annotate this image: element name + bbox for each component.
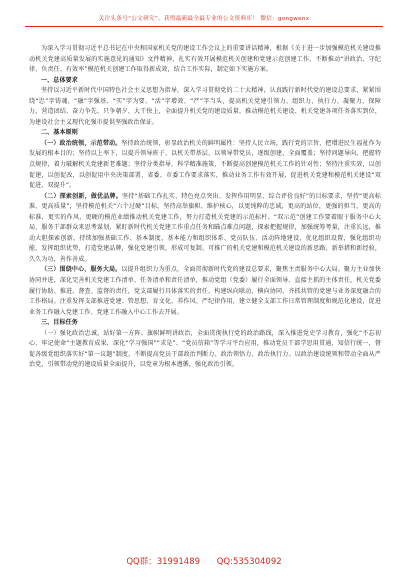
section-3-heading: 三、目标任务 (41, 319, 78, 327)
principle-3-lead: （三）围绕中心，服务大局。 (41, 266, 122, 274)
principle-2-text: 坚持“基础工作扎实、特色亮点突出、发挥作用明显、综合评价良好”的目标要求，坚持“更高标准、更高质量”，坚持模范机关“六个过硬”目标，坚持高举旗帜、维护核心，以更纯粹的忠诚，更高的站位，更强的担当，更高的标准，更实的作风，更硬的模范业绩推动机关党建工作，努力打造机关党建的示范标杆。“双示范”创建工作要着眼于服务中心大局、服务干部群众来思考谋划，紧盯新时代机关党建工作重点任务和瞄点难点问题，探索把握规律，加强统筹考量，注重长远，推动大胆探索创新，持续加强基础工作、基本制度、基本能力和组织体系、党员队伍、活动阵地建设，优化组织设置，强化组织功能，发挥组织优势，打造党建品牌，强化党建引领，形成可复制、可推广的机关党建和模范机关建设的新思路、新举措和新经验，久久为功，善作善成。 (29, 192, 381, 263)
section-1-paragraph: 坚持以习近平新时代中国特色社会主义思想为指导，深入学习贯彻党的二十大精神，认真践行新时代党的建设总要求，紧紧围绕“忠”字铸魂、“融”字强基、“实”字为要、“活”字增效、“严”字当头，提高机关党建引领力、组织力、执行力、凝聚力、保障力，营造团结、奋力争先、只争朝夕、大干快上，全面提升机关党的建设质量，推动模范机关建设、机关党建各项任务落实到位，为建设社会主义现代化强市提供坚强政治保证。 (29, 87, 381, 126)
qq-text: QQ:535304092 (216, 557, 282, 567)
principle-1-lead: （一）政治统领，示范带动。 (41, 139, 122, 147)
section-2-heading: 二、基本原则 (41, 129, 78, 137)
document-body (29, 44, 381, 549)
qq-group-text: QQ群：31991489 (126, 557, 201, 567)
header-rule (25, 26, 383, 27)
section-2-paragraph-3 (29, 265, 381, 318)
banner-text: 关注头条号“公文研究”，获得最新最全最专业的公文资料库！ 微信：gongwenx (98, 16, 310, 22)
principle-1-text: 坚持政治统领，彰显政治机关的鲜明属性：坚持人民立场，践行党的宗旨，把增进民生福祉作为发展的根本目的；坚持以上率下，以提升领导班子、以机关带基层，以领导带党员，逐级创建，全面覆盖；坚持问题导向，把握特点规律，着力破解机关党建新老难题；坚持分类指导，科学精准施策，不断提高创建模范机关工作的针对性；坚持注重实效，以创促建，以创促改，以创促用中央决策部署、省委、市委工作要求落实，推动业务工作有效开展，促进机关党建和模范机关建设“双促进、双提升”。 (29, 139, 381, 190)
section-2-paragraph-2 (29, 192, 381, 266)
footer-contact (0, 555, 408, 569)
header-banner (0, 14, 408, 26)
principle-2-lead: （二）探索创新，做优品牌。 (41, 192, 122, 200)
section-2-paragraph-1 (29, 139, 381, 192)
intro-paragraph: 为深入学习贯彻习近平总书记在中央和国家机关党的建设工作会议上的重要讲话精神，根据《关于进一步加强模范机关建设推动机关党建高质量发展的实施意见的通知》文件精神，扎实有效开展模范机关创建和党建示范创建工作，不断推动“讲政治、守纪律、负责任、有效率”模范机关创建工作取得新成效，结合工作实际，制定如下实施方案。 (29, 45, 381, 74)
section-3-paragraph: （一）强化政治忠诚，站好第一方阵。旗帜鲜明讲政治，全面贯彻执行党的政治路线，深入推进党史学习教育，强化“不忘初心、牢记使命”主题教育成果，深化“学习强国”“求是”、“党员信箱”等学习平台应用，推动党员干部学思用贯通、知信行统一，督促各级党组织落实好“第一议题”制度，不断提高党员干部政治判断力、政治领悟力、政治执行力。以政治建设统领和带动全面从严治党，引领带动党的建设质量全面提升，以党章为根本遵循，强化政治引领， (29, 329, 381, 369)
section-1-heading: 一、总体要求 (41, 76, 78, 84)
principle-3-text: 以提升组织力为重点，全面贯彻新时代党的建设总要求，聚焦主责服务中心大局。聚力主业加快协同并进，深化完善机关党建工作清单、任务清单和责任清单，推动党组（党委）履行全面领导、直接主抓的主体责任，机关党委履行协助、推进、督查、监督的责任，党支部履行具体落实的责任，构建纵向联动、横向协同、齐抓共管的党建与业务深度融合的工作格局。注重发挥支部推进党建、管思想、育文化、养作风、严纪律作用，建立健全支部工作日常管理制度和规范化建设，促进业务工作融入党建工作、党建工作融入中心工作去开展。 (29, 266, 381, 316)
